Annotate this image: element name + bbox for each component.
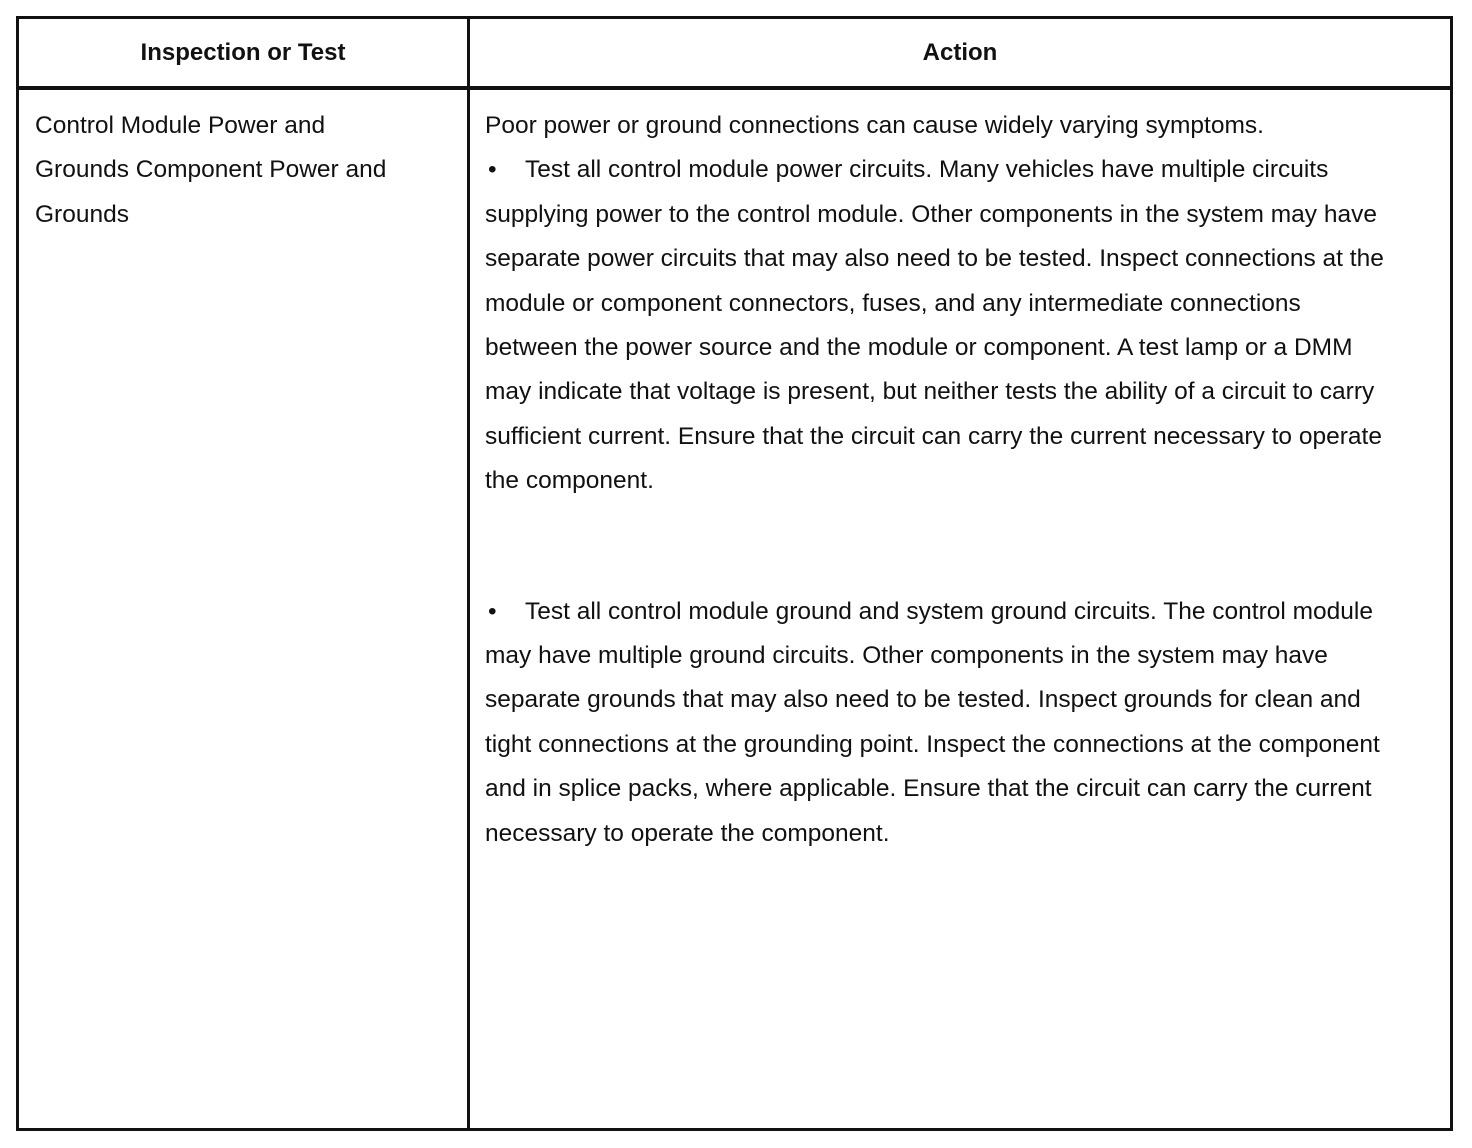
- bullet-text: Test all control module ground and system ground circuits. The control module may have multiple ground circuits. Other components in the system may have separate grounds that may also need to be tested. Inspect grounds for clean and tight connections at the grounding point. Inspect the connections at the component and in splice packs, where applicable. Ensure that the circuit can carry the current necessary to operate the component.: [485, 597, 1380, 847]
- header-divider: [19, 86, 1450, 90]
- inspection-cell: [35, 104, 395, 237]
- action-bullet-ground: [485, 590, 1385, 856]
- inspection-table: [16, 16, 1453, 1131]
- bullet-marker: •: [488, 156, 497, 184]
- column-divider: [467, 19, 470, 1128]
- bullet-text: Test all control module power circuits. Many vehicles have multiple circuits supplying power to the control module. Other components in the system may have separate power circuits that may also need to be tested. Inspect connections at the module or component connectors, fuses, and any intermediate connections between the power source and the module or component. A test lamp or a DMM may indicate that voltage is present, but neither tests the ability of a circuit to carry sufficient current. Ensure that the circuit can carry the current necessary to operate the component.: [485, 156, 1384, 495]
- action-cell: [485, 104, 1385, 856]
- action-bullet-power: [485, 148, 1385, 503]
- header-action: Action: [922, 38, 998, 66]
- action-intro-text: Poor power or ground connections can cause widely varying symptoms.: [485, 112, 1264, 139]
- bullet-marker: •: [488, 597, 497, 625]
- header-inspection-or-test: Inspection or Test: [140, 38, 346, 66]
- inspection-item-text: Control Module Power and Grounds Component Power and Grounds: [35, 112, 387, 228]
